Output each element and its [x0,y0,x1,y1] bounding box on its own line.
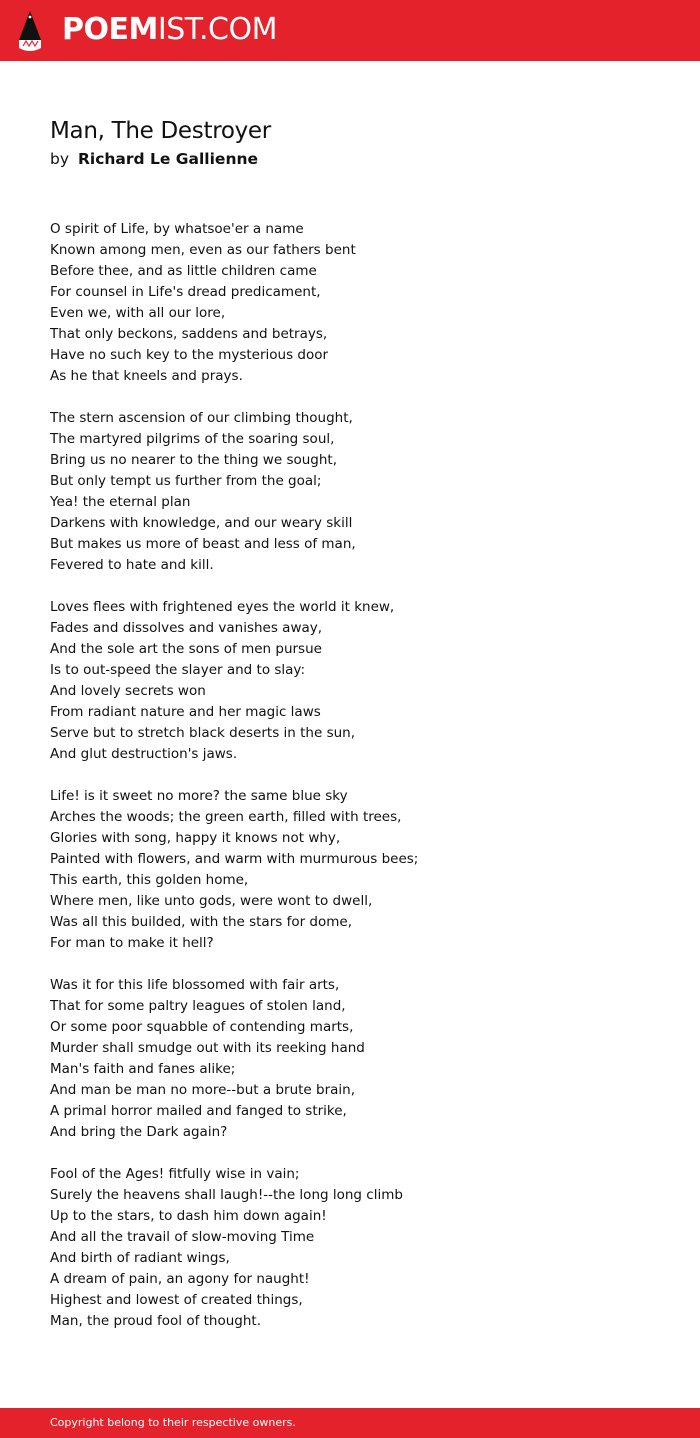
poem-line: The martyred pilgrims of the soaring soul, [50,431,335,447]
poem-line: The stern ascension of our climbing thought, [50,410,353,426]
poem-title: Man, The Destroyer [50,118,271,144]
copyright-text: Copyright belong to their respective owners. [50,1416,296,1429]
stanza [50,597,670,765]
poem-line: Murder shall smudge out with its reeking hand [50,1040,365,1056]
poem-line: Even we, with all our lore, [50,305,226,321]
poem-line: Is to out-speed the slayer and to slay: [50,662,305,678]
poem-line: But makes us more of beast and less of man, [50,536,356,552]
by-label: by [50,150,70,168]
poem-line: And bring the Dark again? [50,1124,228,1140]
poem-line: Painted with flowers, and warm with murmurous bees; [50,851,419,867]
stanza [50,1164,670,1332]
poem-line: Highest and lowest of created things, [50,1292,303,1308]
stanza [50,975,670,1143]
poem-line: Yea! the eternal plan [50,494,191,510]
poem-line: Where men, like unto gods, were wont to dwell, [50,893,373,909]
poem-line: Was it for this life blossomed with fair arts, [50,977,340,993]
author-name[interactable]: Richard Le Gallienne [77,150,259,168]
poem-line: As he that kneels and prays. [50,368,243,384]
poem-line: From radiant nature and her magic laws [50,704,321,720]
poem-line: Before thee, and as little children came [50,263,317,279]
poem-line: Known among men, even as our fathers bent [50,242,356,258]
poem-line: That for some paltry leagues of stolen land, [50,998,346,1014]
site-logo[interactable] [62,13,277,47]
poem-line: Serve but to stretch black deserts in the sun, [50,725,356,741]
poem-line: Loves flees with frightened eyes the world it knew, [50,599,395,615]
poem-line: And lovely secrets won [50,683,206,699]
poem-line: Up to the stars, to dash him down again! [50,1208,327,1224]
poem-line: For man to make it hell? [50,935,214,951]
stanza [50,408,670,576]
poem-line: And man be man no more--but a brute brain, [50,1082,356,1098]
poem-line: And all the travail of slow-moving Time [50,1229,315,1245]
poem-line: Fevered to hate and kill. [50,557,214,573]
poem-line: Have no such key to the mysterious door [50,347,329,363]
poem-line: Fades and dissolves and vanishes away, [50,620,323,636]
poem-line: Was all this builded, with the stars for dome, [50,914,353,930]
poem-line: That only beckons, saddens and betrays, [50,326,328,342]
site-footer [0,1408,700,1438]
poem-line: A primal horror mailed and fanged to strike, [50,1103,347,1119]
poem-line: Fool of the Ages! fitfully wise in vain; [50,1166,300,1182]
stanza [50,786,670,954]
pencil-tip-icon[interactable] [17,10,43,52]
poem-line: Darkens with knowledge, and our weary skill [50,515,353,531]
poem-line: But only tempt us further from the goal; [50,473,322,489]
poem-line: A dream of pain, an agony for naught! [50,1271,310,1287]
poem-line: Or some poor squabble of contending marts, [50,1019,354,1035]
poem-line: Surely the heavens shall laugh!--the long long climb [50,1187,403,1203]
poem-line: Arches the woods; the green earth, filled with trees, [50,809,402,825]
poem-body [50,219,670,1353]
poem-line: For counsel in Life's dread predicament, [50,284,321,300]
poem-line: This earth, this golden home, [50,872,249,888]
byline [50,148,258,170]
poem-line: O spirit of Life, by whatsoe'er a name [50,221,304,237]
brand-light: IST.COM [157,12,277,47]
brand-bold: POEM [62,12,158,47]
stanza [50,219,670,387]
site-header [0,0,700,61]
poem-line: Man, the proud fool of thought. [50,1313,261,1329]
poem-line: Life! is it sweet no more? the same blue sky [50,788,348,804]
poem-line: And the sole art the sons of men pursue [50,641,322,657]
poem-line: Glories with song, happy it knows not why, [50,830,341,846]
poem-line: And glut destruction's jaws. [50,746,238,762]
poem-line: And birth of radiant wings, [50,1250,230,1266]
poem-line: Man's faith and fanes alike; [50,1061,236,1077]
poem-line: Bring us no nearer to the thing we sought, [50,452,338,468]
